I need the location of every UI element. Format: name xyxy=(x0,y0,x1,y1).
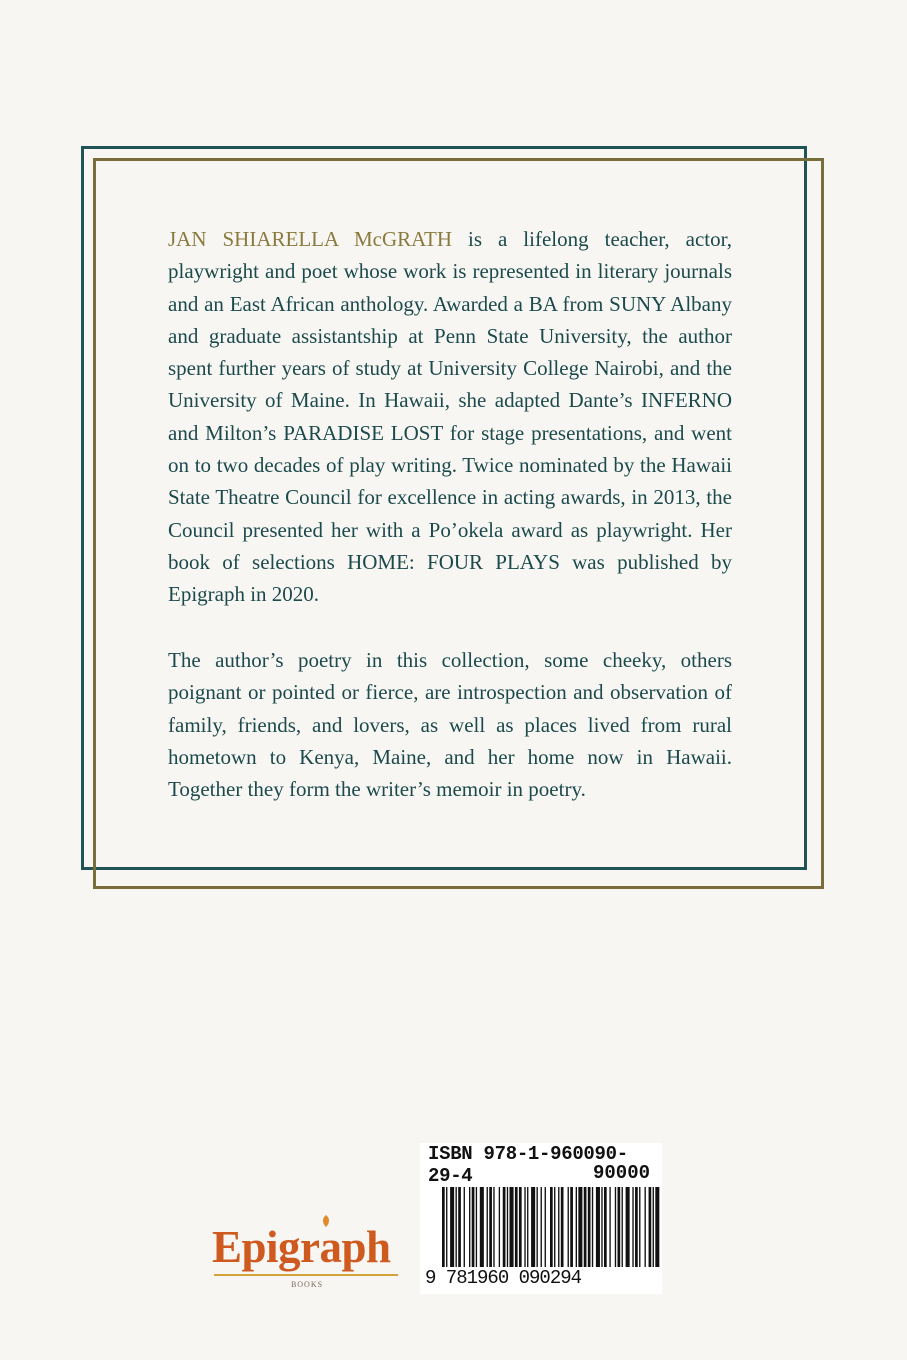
isbn-label: ISBN 978-1-960090-29-4 xyxy=(428,1143,628,1187)
publisher-logo xyxy=(212,1222,402,1294)
author-name: JAN SHIARELLA McGRATH xyxy=(168,227,452,251)
publisher-sub: BOOKS xyxy=(290,1280,324,1289)
publisher-name: Epigraph xyxy=(212,1222,391,1272)
collection-description-paragraph: The author’s poetry in this collection, some cheeky, others poignant or pointed or fierce, are introspection and observation of family, friends, and lovers, as well as places lived from rural hometown to Kenya, Maine, and her home now in Hawaii. Together they form the writer’s memoir in poetry. xyxy=(168,648,732,802)
price-code: 90000 xyxy=(593,1162,651,1184)
logo-underline xyxy=(214,1274,398,1276)
isbn-barcode xyxy=(420,1143,662,1294)
ean-number: 9 781960 090294 xyxy=(425,1267,582,1289)
author-bio-paragraph xyxy=(168,223,732,611)
author-bio-text: is a lifelong teacher, actor, playwright and poet whose work is represented in literary journals and an East African anthology. Awarded a BA from SUNY Albany and graduate assistantship at Penn State University, the author spent further years of study at University College Nairobi, and the University of Maine. In Hawaii, she adapted Dante’s INFERNO and Milton’s PARADISE LOST for stage presentations, and went on to two decades of play writing. Twice nominated by the Hawaii State Theatre Council for excellence in acting awards, in 2013, the Council presented her with a Po’okela award as playwright. Her book of selections HOME: FOUR PLAYS was published by Epigraph in 2020. xyxy=(168,227,733,607)
